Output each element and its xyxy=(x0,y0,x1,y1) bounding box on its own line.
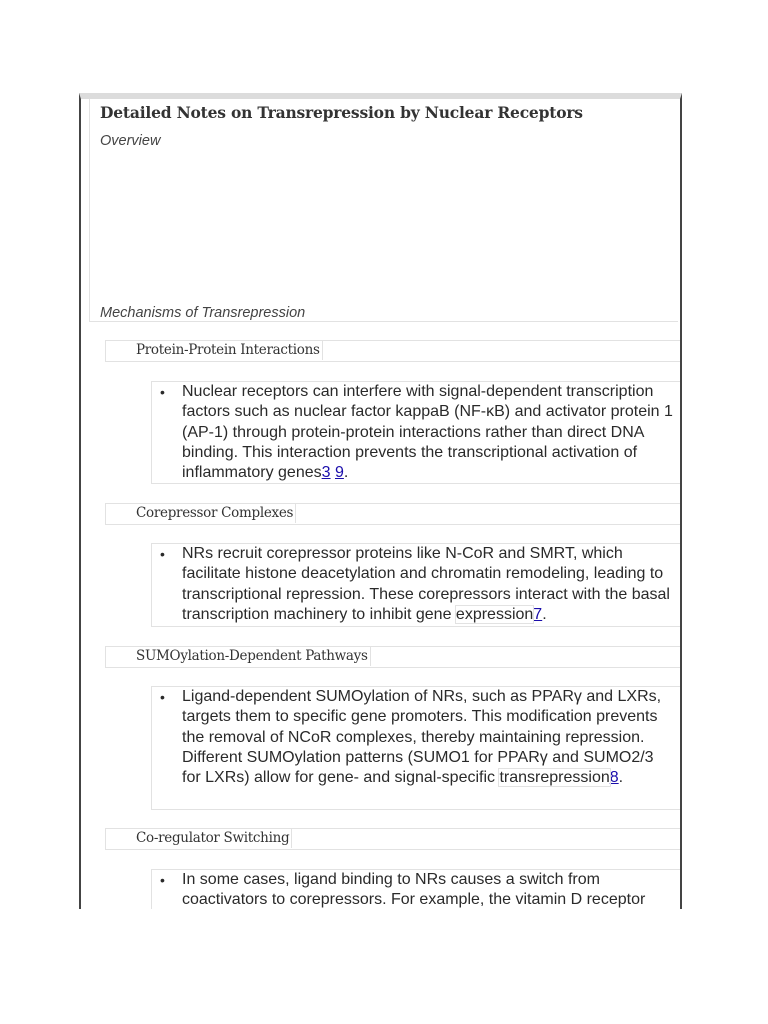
bullet-item xyxy=(151,381,680,484)
section-heading-row xyxy=(105,340,680,362)
bullet-icon: • xyxy=(160,546,165,562)
page-title: Detailed Notes on Transrepression by Nuclear Receptors xyxy=(100,103,583,122)
section-heading-row xyxy=(105,646,680,668)
bullet-tail: . xyxy=(343,464,349,482)
bullet-body: Nuclear receptors can interfere with signal-dependent transcription factors such as nuclear factor kappaB (NF-κB) and activator protein 1 (AP-1) through protein-protein interactions rather than direct DNA binding. This interaction prevents the transcriptional activation of inflammatory genes xyxy=(182,383,673,482)
citation-link[interactable]: 9 xyxy=(334,464,344,482)
mechanisms-heading: Mechanisms of Transrepression xyxy=(100,305,306,321)
bullet-item xyxy=(151,869,680,909)
section-heading-row xyxy=(105,503,680,525)
bullet-item xyxy=(151,543,680,627)
bullet-tail: . xyxy=(542,605,547,623)
bullet-body: In some cases, ligand binding to NRs causes a switch from coactivators to corepressors. For example, the vitamin D receptor xyxy=(182,871,646,909)
bullet-icon: • xyxy=(160,689,165,705)
bullet-item xyxy=(151,686,680,810)
bullet-tail: . xyxy=(618,769,624,787)
bullet-text xyxy=(182,382,674,483)
bullet-icon: • xyxy=(160,872,165,888)
bullet-icon: • xyxy=(160,384,165,400)
boxed-word: expression xyxy=(455,605,534,623)
bullet-text xyxy=(182,870,674,909)
overview-block xyxy=(89,99,678,322)
section-heading-corepressor: Corepressor Complexes xyxy=(136,503,296,523)
citation-link[interactable]: 3 xyxy=(321,464,331,482)
overview-heading: Overview xyxy=(100,133,161,149)
bullet-body: Ligand-dependent SUMOylation of NRs, such as PPARγ and LXRs, targets them to specific gene promoters. This modification prevents the removal of NCoR complexes, thereby maintaining repression. Different SUMOylation patterns (SUMO1 for PPARγ and SUMO2/3 for LXRs) allow for gene- and signal-specific xyxy=(182,688,662,787)
citation-link[interactable]: 7 xyxy=(533,605,543,623)
bullet-text xyxy=(182,544,674,625)
section-heading-row xyxy=(105,828,680,850)
bullet-body: NRs recruit corepressor proteins like N-CoR and SMRT, which facilitate histone deacetylation and chromatin remodeling, leading to transcriptional repression. These corepressors interact with the basal transcription machinery to inhibit gene xyxy=(182,545,670,623)
bullet-text xyxy=(182,687,674,788)
citation-link[interactable]: 8 xyxy=(609,769,619,787)
section-heading-sumoylation: SUMOylation-Dependent Pathways xyxy=(136,646,371,666)
boxed-word: transrepression xyxy=(499,769,610,787)
document-frame xyxy=(79,93,682,909)
section-heading-protein-protein: Protein-Protein Interactions xyxy=(136,340,323,360)
section-heading-co-regulator: Co-regulator Switching xyxy=(136,828,292,848)
